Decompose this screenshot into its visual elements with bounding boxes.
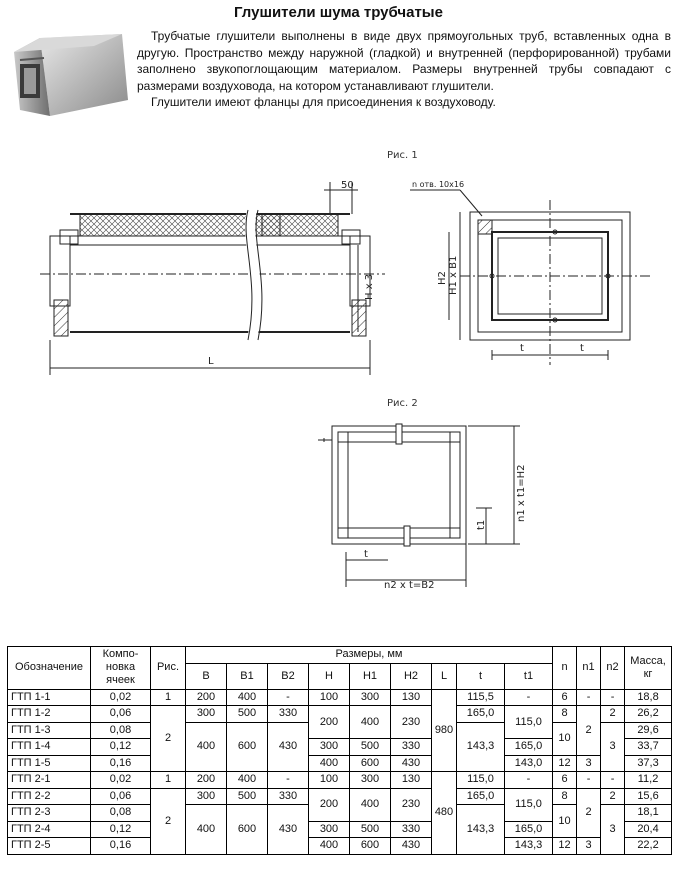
- row-designation: ГТП 1-4: [8, 739, 91, 756]
- table-cell: 300: [309, 739, 350, 756]
- table-cell: -: [601, 772, 625, 789]
- fig2-dim-t1: t1: [476, 519, 487, 530]
- fig2-dim-t: t: [364, 549, 368, 560]
- table-cell: 300: [309, 821, 350, 838]
- table-cell: 200: [309, 788, 350, 821]
- row-designation: ГТП 2-5: [8, 838, 91, 855]
- table-cell: 200: [186, 689, 227, 706]
- col-H1: H1: [350, 663, 391, 689]
- table-cell: 165,0: [457, 706, 505, 723]
- table-cell: 430: [268, 722, 309, 772]
- table-cell: 300: [350, 689, 391, 706]
- intro-text: [137, 28, 671, 111]
- table-cell: 100: [309, 689, 350, 706]
- col-cells: Компо- новка ячеек: [91, 647, 151, 690]
- table-cell: 330: [268, 788, 309, 805]
- table-cell: 143,3: [505, 838, 553, 855]
- table-cell: 130: [391, 772, 432, 789]
- table-cell: 430: [391, 838, 432, 855]
- row-cells: 0,02: [91, 772, 151, 789]
- fig1-dim-t-right: t: [580, 343, 584, 354]
- col-n: n: [553, 647, 577, 690]
- col-sizes: Размеры, мм: [186, 647, 553, 664]
- row-fig: 1: [151, 689, 186, 706]
- table-cell: 3: [601, 722, 625, 772]
- col-t1: t1: [505, 663, 553, 689]
- col-fig: Рис.: [151, 647, 186, 690]
- row-mass: 15,6: [625, 788, 672, 805]
- row-designation: ГТП 1-3: [8, 722, 91, 739]
- row-cells: 0,08: [91, 722, 151, 739]
- table-cell: 600: [227, 722, 268, 772]
- row-mass: 29,6: [625, 722, 672, 739]
- table-cell: 115,0: [457, 772, 505, 789]
- table-cell: 165,0: [505, 739, 553, 756]
- fig2-drawing: [318, 412, 533, 600]
- row-fig: 1: [151, 772, 186, 789]
- table-cell: 600: [350, 755, 391, 772]
- table-row: [8, 755, 672, 772]
- table-cell: 400: [309, 838, 350, 855]
- table-cell: -: [601, 689, 625, 706]
- table-cell: 600: [350, 838, 391, 855]
- row-designation: ГТП 1-2: [8, 706, 91, 723]
- table-cell: 12: [553, 838, 577, 855]
- table-cell: 500: [227, 788, 268, 805]
- row-mass: 33,7: [625, 739, 672, 756]
- fig1-dim-t-left: t: [520, 343, 524, 354]
- table-cell: 115,0: [505, 706, 553, 739]
- table-cell: 200: [309, 706, 350, 739]
- table-row: [8, 706, 672, 723]
- table-cell: 400: [350, 706, 391, 739]
- table-cell: 8: [553, 788, 577, 805]
- fig1-caption: Рис. 1: [387, 150, 418, 161]
- row-cells: 0,06: [91, 788, 151, 805]
- row-cells: 0,08: [91, 805, 151, 822]
- col-H2: H2: [391, 663, 432, 689]
- col-n1: n1: [577, 647, 601, 690]
- table-cell: 330: [391, 821, 432, 838]
- table-cell: 400: [227, 772, 268, 789]
- fig2-dim-n2: n2 x t=B2: [384, 580, 435, 591]
- table-cell: 10: [553, 805, 577, 838]
- table-cell: 2: [601, 706, 625, 723]
- table-row: [8, 689, 672, 706]
- row-mass: 20,4: [625, 821, 672, 838]
- col-L: L: [432, 663, 457, 689]
- table-cell: -: [268, 689, 309, 706]
- table-cell: 143,3: [457, 722, 505, 772]
- row-designation: ГТП 2-4: [8, 821, 91, 838]
- row-n1: 2: [577, 788, 601, 838]
- table-cell: 165,0: [457, 788, 505, 805]
- col-B: B: [186, 663, 227, 689]
- page-title: Глушители шума трубчатые: [234, 4, 443, 21]
- fig1-drawing: [40, 170, 677, 395]
- table-row: [8, 788, 672, 805]
- fig1-dim-50: 50: [341, 180, 354, 191]
- row-mass: 18,1: [625, 805, 672, 822]
- fig1-dim-holes: n отв. 10х16: [412, 180, 465, 189]
- table-cell: 230: [391, 788, 432, 821]
- col-designation: Обозначение: [8, 647, 91, 690]
- row-fig: 2: [151, 706, 186, 772]
- table-cell: 300: [186, 706, 227, 723]
- row-mass: 18,8: [625, 689, 672, 706]
- table-cell: 100: [309, 772, 350, 789]
- col-mass: Масса, кг: [625, 647, 672, 690]
- silencer-photo: [10, 30, 132, 122]
- table-cell: 300: [186, 788, 227, 805]
- row-designation: ГТП 2-1: [8, 772, 91, 789]
- table-cell: 300: [350, 772, 391, 789]
- row-mass: 26,2: [625, 706, 672, 723]
- table-cell: 400: [309, 755, 350, 772]
- table-cell: 115,5: [457, 689, 505, 706]
- row-cells: 0,16: [91, 755, 151, 772]
- col-n2: n2: [601, 647, 625, 690]
- intro-paragraph-1: Трубчатые глушители выполнены в виде двух прямоугольных труб, вставленных одна в другую. Пространство между наружной (гладкой) и внутренней (перфорированной) трубами заполнено звукопоглощающим материалом. Размеры внутренней трубы совпадают с размерами воздуховода, на котором устанавливают глушители.: [137, 29, 671, 93]
- row-mass: 37,3: [625, 755, 672, 772]
- fig2-caption: Рис. 2: [387, 398, 418, 409]
- table-cell: -: [505, 772, 553, 789]
- table-cell: 6: [553, 689, 577, 706]
- table-row: [8, 838, 672, 855]
- row-cells: 0,16: [91, 838, 151, 855]
- table-row: [8, 772, 672, 789]
- intro-paragraph-2: Глушители имеют фланцы для присоединения к воздуховоду.: [151, 95, 496, 109]
- row-designation: ГТП 2-2: [8, 788, 91, 805]
- row-cells: 0,06: [91, 706, 151, 723]
- table-cell: 400: [227, 689, 268, 706]
- table-cell: 3: [577, 838, 601, 855]
- fig1-dim-H1B1: H1 x B1: [448, 255, 459, 295]
- table-cell: 130: [391, 689, 432, 706]
- row-mass: 22,2: [625, 838, 672, 855]
- table-cell: 10: [553, 722, 577, 755]
- row-mass: 11,2: [625, 772, 672, 789]
- table-cell: 500: [350, 739, 391, 756]
- table-cell: 115,0: [505, 788, 553, 821]
- table-cell: 143,3: [457, 805, 505, 855]
- table-cell: 230: [391, 706, 432, 739]
- table-cell: 6: [553, 772, 577, 789]
- table-cell: 400: [350, 788, 391, 821]
- table-cell: 330: [268, 706, 309, 723]
- table-cell: 430: [391, 755, 432, 772]
- table-cell: 2: [601, 788, 625, 805]
- table-cell: 500: [350, 821, 391, 838]
- table-cell: 430: [268, 805, 309, 855]
- fig1-dim-L: L: [208, 356, 214, 367]
- table-cell: -: [577, 772, 601, 789]
- table-cell: 600: [227, 805, 268, 855]
- fig2-dim-n1: n1 x t1=H2: [516, 464, 527, 522]
- table-cell: 3: [577, 755, 601, 772]
- table-cell: 400: [186, 805, 227, 855]
- fig1-dim-H3: H x 3: [364, 273, 375, 300]
- table-cell: 8: [553, 706, 577, 723]
- table-header-row: [8, 647, 672, 664]
- row-n1: 2: [577, 706, 601, 756]
- table-cell: 12: [553, 755, 577, 772]
- table-cell: -: [505, 689, 553, 706]
- row-cells: 0,12: [91, 739, 151, 756]
- table-cell: -: [577, 689, 601, 706]
- row-L: 480: [432, 772, 457, 855]
- row-designation: ГТП 1-1: [8, 689, 91, 706]
- table-cell: 143,0: [505, 755, 553, 772]
- spec-table: [7, 646, 672, 855]
- table-cell: -: [268, 772, 309, 789]
- row-designation: ГТП 1-5: [8, 755, 91, 772]
- table-cell: 400: [186, 722, 227, 772]
- row-cells: 0,12: [91, 821, 151, 838]
- col-H: H: [309, 663, 350, 689]
- table-cell: 330: [391, 739, 432, 756]
- table-cell: 165,0: [505, 821, 553, 838]
- row-designation: ГТП 2-3: [8, 805, 91, 822]
- col-t: t: [457, 663, 505, 689]
- row-fig: 2: [151, 788, 186, 854]
- fig1-dim-H2: H2: [437, 271, 448, 285]
- table-cell: 200: [186, 772, 227, 789]
- table-cell: 500: [227, 706, 268, 723]
- table-cell: 3: [601, 805, 625, 855]
- row-L: 980: [432, 689, 457, 772]
- col-B2: B2: [268, 663, 309, 689]
- col-B1: B1: [227, 663, 268, 689]
- row-cells: 0,02: [91, 689, 151, 706]
